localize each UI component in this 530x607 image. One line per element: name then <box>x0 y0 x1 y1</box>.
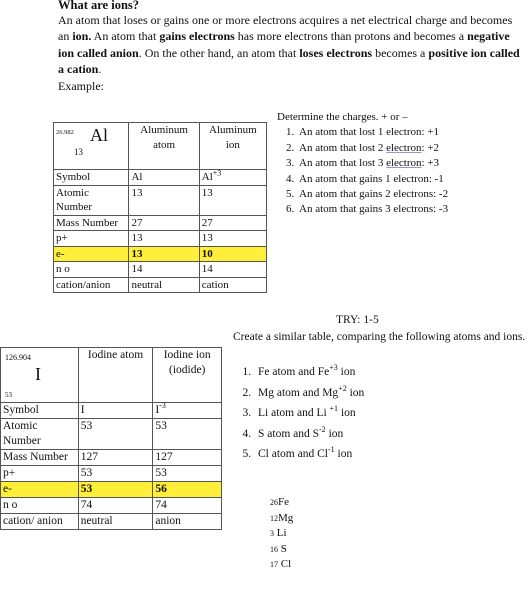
cell-atom: 27 <box>129 215 199 231</box>
intro-bold-gains: gains electrons <box>159 29 235 44</box>
list-item <box>297 141 527 156</box>
cell-atom: 14 <box>129 262 199 278</box>
cell-ion: anion <box>153 514 222 530</box>
table-row <box>54 262 267 278</box>
row-label: Atomic Number <box>54 185 129 215</box>
table-row <box>1 419 222 450</box>
row-label: cation/anion <box>54 277 129 293</box>
ion-symbol-charge: -3 <box>159 401 166 411</box>
item-text: Mg atom and Mg <box>258 386 339 399</box>
table-row <box>1 498 222 514</box>
item-charge: -1 <box>327 445 335 455</box>
intro-bold-anion: negative ion called anion <box>58 29 510 60</box>
table-header-row <box>54 123 267 170</box>
item-charge: -2 <box>319 424 326 434</box>
row-label: Mass Number <box>54 215 129 231</box>
element-symbol: Li <box>274 527 287 540</box>
cell-atom: 13 <box>129 185 199 215</box>
intro-bold-cation: positive ion called a cation <box>58 45 520 77</box>
atomic-number: 12 <box>270 513 278 523</box>
list-item <box>270 495 293 511</box>
item-text: : +3 <box>421 157 440 170</box>
cell-ion: cation <box>199 277 266 293</box>
element-symbol: Cl <box>278 558 292 571</box>
col-header-atom: Iodine atom <box>78 348 153 403</box>
cell-atom: 127 <box>78 450 153 466</box>
page-heading: What are ions? <box>58 0 140 12</box>
element-number: 53 <box>5 391 12 399</box>
cell-ion: 53 <box>153 419 222 450</box>
cell-ion <box>199 170 266 186</box>
cell-atom: 13 <box>129 246 199 262</box>
col-header-ion: Aluminum ion <box>199 123 266 170</box>
row-label: Atomic Number <box>1 419 79 450</box>
list-item <box>254 362 506 383</box>
cell-ion: 14 <box>199 262 266 278</box>
row-label: n o <box>1 498 79 514</box>
col-header-atom: Aluminum atom <box>129 123 199 170</box>
table-row <box>1 514 222 530</box>
cell-ion: 53 <box>153 466 222 482</box>
row-label: e- <box>1 482 79 498</box>
cell-atom: neutral <box>129 277 199 293</box>
list-item: 1. An atom that lost 1 electron: +1 <box>297 125 527 140</box>
row-label: Symbol <box>54 170 129 186</box>
table-row <box>54 277 267 293</box>
element-mass: 26.982 <box>56 129 74 136</box>
item-text: ion <box>338 407 356 419</box>
row-label: Mass Number <box>1 450 79 466</box>
element-tile-i <box>1 348 79 403</box>
determine-list <box>277 125 527 217</box>
element-number: 13 <box>74 147 83 157</box>
table-row <box>54 185 267 215</box>
intro-text-6: . <box>98 62 102 77</box>
item-text: An atom that lost 3 <box>299 157 387 170</box>
cell-ion: 13 <box>199 185 266 215</box>
atomic-number: 17 <box>270 560 278 570</box>
cell-ion: 10 <box>199 246 266 262</box>
cell-ion: 56 <box>153 482 222 498</box>
intro-text-1: An atom that loses or gains one or more electrons acquires a net electrical charge and becomes an <box>58 13 513 44</box>
cell-ion: 27 <box>199 215 266 231</box>
element-symbol: I <box>35 364 41 384</box>
ion-symbol-charge: +3 <box>212 168 222 178</box>
cell-atom: neutral <box>78 514 153 530</box>
intro-text-2: An atom that <box>91 29 160 44</box>
item-text: Li atom and Li <box>258 407 330 419</box>
intro-text-5: becomes a <box>372 45 429 60</box>
list-item <box>254 403 506 424</box>
row-label: p+ <box>54 231 129 247</box>
row-label: cation/ anion <box>1 514 79 530</box>
item-text: An atom that lost 2 <box>299 141 387 154</box>
list-item <box>270 557 293 573</box>
element-symbol: Al <box>90 125 108 145</box>
cell-ion: 127 <box>153 450 222 466</box>
item-text: ion <box>334 448 353 460</box>
element-symbol: S <box>278 542 287 555</box>
element-symbol: Fe <box>278 496 289 508</box>
atomic-number: 16 <box>270 544 278 554</box>
table-header-row <box>1 348 222 403</box>
ion-symbol-base: Al <box>201 171 213 183</box>
table-row-highlighted <box>54 246 267 262</box>
determine-title: Determine the charges. + or – <box>277 111 408 123</box>
table-row <box>1 450 222 466</box>
item-text: ion <box>337 366 356 378</box>
cell-ion: 13 <box>199 231 266 247</box>
try-list <box>236 362 506 465</box>
item-underlined: electron <box>386 157 422 170</box>
list-item <box>270 542 293 558</box>
element-mass: 126.904 <box>5 353 31 362</box>
cell-atom: 74 <box>78 498 153 514</box>
ion-symbol-base: I <box>155 404 160 416</box>
list-item: 4. An atom that gains 1 electron: -1 <box>297 172 527 187</box>
atomic-number: 26 <box>270 498 278 507</box>
item-text: S atom and S <box>258 427 320 440</box>
list-item <box>270 511 293 527</box>
element-symbol: Mg <box>278 511 294 524</box>
item-underlined: electron <box>386 141 422 154</box>
cell-atom: I <box>78 403 153 419</box>
determine-charges-section <box>277 110 527 218</box>
cell-atom: 53 <box>78 466 153 482</box>
intro-bold-ion: ion. <box>72 29 92 44</box>
list-item: 5. An atom that gains 2 electrons: -2 <box>297 187 527 202</box>
item-charge: +2 <box>338 383 347 393</box>
try-intro: Create a similar table, comparing the following atoms and ions. <box>233 331 526 343</box>
item-text: ion <box>325 427 344 440</box>
cell-atom: 13 <box>129 231 199 247</box>
item-charge: +1 <box>329 404 339 414</box>
item-text: : +2 <box>421 141 440 154</box>
cell-atom: 53 <box>78 419 153 450</box>
try-title: TRY: 1-5 <box>336 314 379 326</box>
item-charge: +3 <box>329 363 338 373</box>
item-text: Fe atom and Fe <box>258 366 330 378</box>
list-item <box>254 383 506 404</box>
intro-paragraph <box>58 12 524 94</box>
example-label: Example: <box>58 78 104 93</box>
element-tile-al <box>54 123 129 170</box>
cell-ion <box>153 403 222 419</box>
table-row <box>1 403 222 419</box>
col-header-ion: Iodine ion (iodide) <box>153 348 222 403</box>
cell-atom: 53 <box>78 482 153 498</box>
list-item: 6. An atom that gains 3 electrons: -3 <box>297 202 527 217</box>
row-label: n o <box>54 262 129 278</box>
cell-ion: 74 <box>153 498 222 514</box>
intro-text-3: has more electrons than protons and becomes a <box>234 29 468 44</box>
table-row-highlighted <box>1 482 222 498</box>
row-label: e- <box>54 246 129 262</box>
item-text: ion <box>346 386 365 399</box>
intro-text-4: . On the other hand, an atom that <box>138 45 300 60</box>
isotope-list <box>270 495 293 573</box>
intro-bold-loses: loses electrons <box>299 45 373 60</box>
aluminum-table <box>53 122 267 293</box>
list-item <box>254 444 506 465</box>
list-item <box>297 156 527 171</box>
iodine-table <box>0 347 222 530</box>
table-row <box>54 215 267 231</box>
row-label: Symbol <box>1 403 79 419</box>
table-row <box>1 466 222 482</box>
list-item <box>254 424 506 445</box>
atomic-number: 3 <box>270 529 274 539</box>
table-row <box>54 231 267 247</box>
item-text: Cl atom and Cl <box>258 448 328 460</box>
cell-atom: Al <box>129 170 199 186</box>
table-row <box>54 170 267 186</box>
row-label: p+ <box>1 466 79 482</box>
list-item <box>270 526 293 542</box>
